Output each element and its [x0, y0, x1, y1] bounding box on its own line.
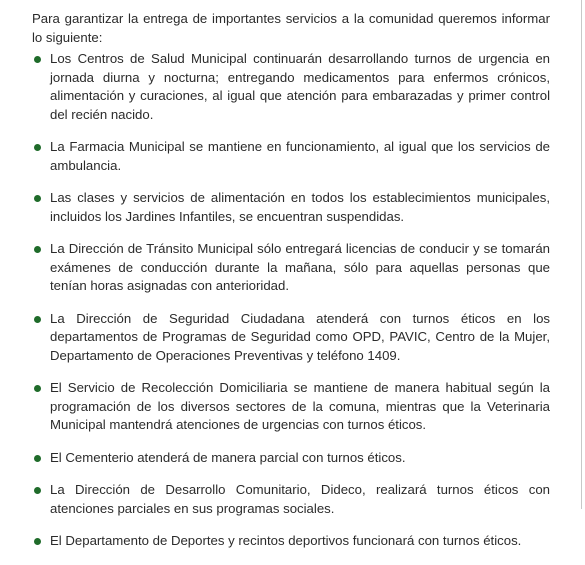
- list-item-text: Los Centros de Salud Municipal continuarán desarrollando turnos de urgencia en jornada diurna y nocturna; entregando medicamentos para enfermos crónicos, alimentación y curaciones, al igual que atención para embarazadas y primer control del recién nacido.: [50, 51, 550, 122]
- bullet-dot-icon: [34, 246, 41, 253]
- list-item: [32, 379, 550, 435]
- page-edge-divider: [581, 0, 582, 509]
- list-item-text: El Cementerio atenderá de manera parcial con turnos éticos.: [50, 449, 406, 465]
- notice-body: [32, 10, 550, 565]
- list-item-text: La Dirección de Desarrollo Comunitario, Dideco, realizará turnos éticos con atenciones parciales en sus programas sociales.: [50, 482, 550, 516]
- list-item: [32, 50, 550, 124]
- bullet-dot-icon: [34, 195, 41, 202]
- list-item: [32, 532, 550, 551]
- list-item: [32, 481, 550, 518]
- bullet-dot-icon: [34, 455, 41, 462]
- bullet-dot-icon: [34, 144, 41, 151]
- list-item-text: La Dirección de Tránsito Municipal sólo entregará licencias de conducir y se tomarán exámenes de conducción durante la mañana, sólo para aquellas personas que tenían horas asignadas con anterioridad.: [50, 241, 550, 293]
- bullet-dot-icon: [34, 487, 41, 494]
- list-item-text: Las clases y servicios de alimentación en todos los establecimientos municipales, incluidos los Jardines Infantiles, se encuentran suspendidas.: [50, 190, 550, 224]
- list-item-text: El Servicio de Recolección Domiciliaria se mantiene de manera habitual según la programación de los diversos sectores de la comuna, mientras que la Veterinaria Municipal mantendrá atenciones de urgencias con turnos éticos.: [50, 380, 550, 432]
- bullet-dot-icon: [34, 538, 41, 545]
- list-item-text: La Dirección de Seguridad Ciudadana atenderá con turnos éticos en los departamentos de Programas de Seguridad como OPD, PAVIC, Centro de la Mujer, Departamento de Operaciones Preventivas y teléfono 1409.: [50, 310, 550, 363]
- list-item-text: La Farmacia Municipal se mantiene en funcionamiento, al igual que los servicios de ambulancia.: [50, 139, 550, 173]
- list-item: [32, 310, 550, 366]
- list-item: [32, 138, 550, 175]
- list-item: [32, 240, 550, 296]
- list-item-text: El Departamento de Deportes y recintos deportivos funcionará con turnos éticos.: [50, 533, 522, 548]
- list-item: [32, 449, 550, 468]
- bullet-dot-icon: [34, 316, 41, 323]
- list-item: [32, 189, 550, 226]
- bullet-dot-icon: [34, 56, 41, 63]
- intro-paragraph: Para garantizar la entrega de importantes servicios a la comunidad queremos informar lo siguiente:: [32, 11, 550, 45]
- services-list: [32, 50, 550, 551]
- bullet-dot-icon: [34, 385, 41, 392]
